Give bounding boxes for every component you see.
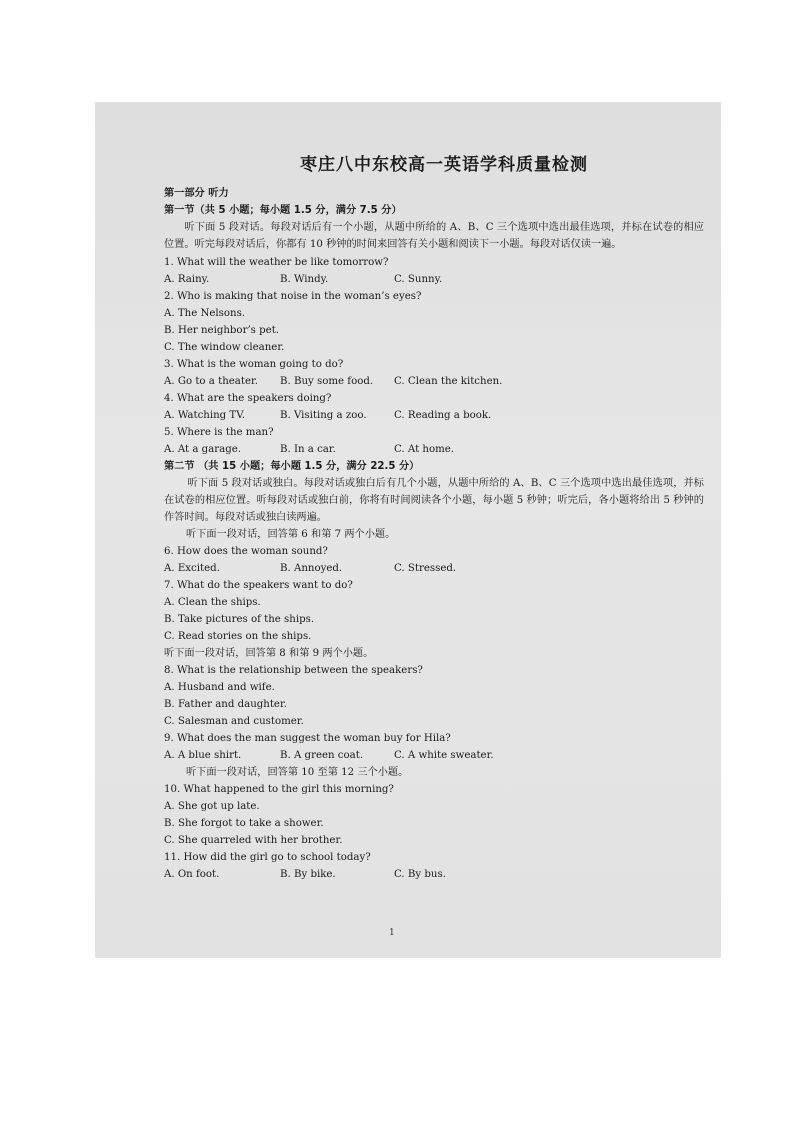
- option-a: A. She got up late.: [164, 801, 260, 813]
- option-c: C. Clean the kitchen.: [394, 375, 503, 387]
- option-a: A. Watching TV.: [164, 409, 246, 421]
- question-8: 8. What is the relationship between the speakers?: [164, 665, 423, 677]
- question-9-options: [164, 747, 704, 764]
- option-a: A. A blue shirt.: [164, 750, 242, 762]
- dialogue-note: 听下面一段对话，回答第 6 和第 7 两个小题。: [186, 529, 396, 541]
- option-c: C. Sunny.: [394, 273, 443, 285]
- question-1: 1. What will the weather be like tomorrow?: [164, 256, 389, 268]
- option-b: B. Windy.: [280, 273, 329, 285]
- section1-instructions: 听下面 5 段对话。每段对话后有一个小题，从题中所给的 A、B、C 三个选项中选出最佳选项，并标在试卷的相应位置。听完每段对话后，你都有 10 秒钟的时间来回答有关小题和阅读下一小题。每段对话仅读一遍。: [164, 222, 704, 251]
- option-b: B. Buy some food.: [280, 375, 374, 387]
- option-a: A. Excited.: [164, 563, 220, 575]
- question-5-options: [164, 441, 704, 458]
- option-a: A. At a garage.: [164, 443, 241, 455]
- option-c: C. Reading a book.: [394, 409, 492, 421]
- option-c: C. By bus.: [394, 869, 446, 881]
- option-b: B. Father and daughter.: [164, 699, 287, 711]
- option-c: C. Salesman and customer.: [164, 716, 304, 728]
- question-10: 10. What happened to the girl this morning?: [164, 784, 394, 796]
- option-c: C. The window cleaner.: [164, 341, 285, 353]
- option-b: B. A green coat.: [280, 750, 364, 762]
- option-b: B. Annoyed.: [280, 563, 343, 575]
- option-c: C. A white sweater.: [394, 750, 494, 762]
- question-6: 6. How does the woman sound?: [164, 546, 328, 558]
- option-c: C. At home.: [394, 443, 455, 455]
- option-b: B. In a car.: [280, 443, 336, 455]
- question-5: 5. Where is the man?: [164, 426, 274, 438]
- question-1-options: [164, 271, 704, 288]
- option-a: A. Rainy.: [164, 273, 210, 285]
- option-c: C. She quarreled with her brother.: [164, 835, 343, 847]
- option-b: B. Visiting a zoo.: [280, 409, 367, 421]
- option-c: C. Read stories on the ships.: [164, 631, 312, 643]
- option-a: A. On foot.: [164, 869, 220, 881]
- exam-content: [164, 150, 704, 883]
- section2-heading: 第二节 （共 15 小题；每小题 1.5 分，满分 22.5 分）: [164, 460, 420, 472]
- dialogue-note: 听下面一段对话，回答第 10 至第 12 三个小题。: [186, 767, 409, 779]
- part-heading: 第一部分 听力: [164, 188, 229, 199]
- question-2: 2. Who is making that noise in the woman’s eyes?: [164, 290, 422, 302]
- option-a: A. Clean the ships.: [164, 597, 261, 609]
- question-11-options: [164, 866, 704, 883]
- dialogue-note: 听下面一段对话，回答第 8 和第 9 两个小题。: [164, 648, 374, 660]
- question-3-options: [164, 373, 704, 390]
- exam-paper: [95, 102, 721, 958]
- question-6-options: [164, 560, 704, 577]
- page-number: 1: [389, 928, 395, 938]
- section2-instructions: 听下面 5 段对话或独白。每段对话或独白后有几个小题，从题中所给的 A、B、C 三个选项中选出最佳选项，并标在试卷的相应位置。听每段对话或独白前，你将有时间阅读各个小题，每小题 5 秒钟；听完后，各小题将给出 5 秒钟的作答时间。每段对话或独白读两遍。: [164, 477, 704, 524]
- question-9: 9. What does the man suggest the woman buy for Hila?: [164, 733, 451, 745]
- question-3: 3. What is the woman going to do?: [164, 358, 344, 370]
- option-b: B. Her neighbor’s pet.: [164, 324, 280, 336]
- question-11: 11. How did the girl go to school today?: [164, 852, 371, 864]
- option-a: A. The Nelsons.: [164, 307, 246, 319]
- option-b: B. By bike.: [280, 869, 336, 881]
- question-7: 7. What do the speakers want to do?: [164, 580, 353, 592]
- option-b: B. She forgot to take a shower.: [164, 818, 324, 830]
- option-a: A. Go to a theater.: [164, 375, 258, 387]
- question-4-options: [164, 407, 704, 424]
- section1-heading: 第一节（共 5 小题；每小题 1.5 分，满分 7.5 分）: [164, 205, 402, 216]
- exam-title: 枣庄八中东校高一英语学科质量检测: [300, 155, 588, 175]
- question-4: 4. What are the speakers doing?: [164, 392, 332, 404]
- option-c: C. Stressed.: [394, 563, 457, 575]
- option-b: B. Take pictures of the ships.: [164, 614, 315, 626]
- option-a: A. Husband and wife.: [164, 682, 275, 694]
